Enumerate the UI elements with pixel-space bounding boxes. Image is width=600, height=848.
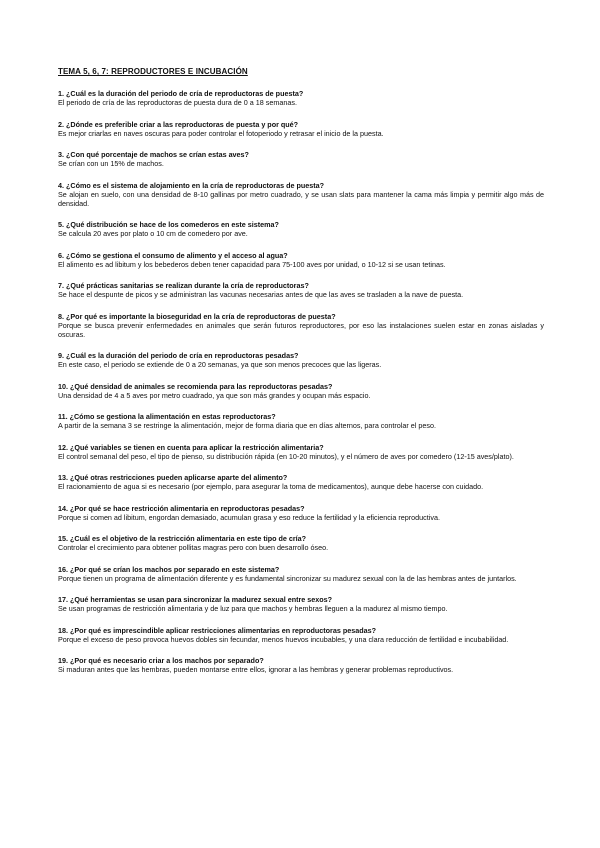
answer-text: El racionamiento de agua si es necesario (por ejemplo, para asegurar la toma de medicamentos), aunque debe hacerse con cuidado. (58, 482, 484, 491)
qa-item (58, 181, 544, 208)
answer-text: Se hace el despunte de picos y se administran las vacunas necesarias antes de que las aves se trasladen a la nave de puesta. (58, 290, 464, 299)
qa-item (58, 626, 544, 644)
qa-item (58, 473, 544, 491)
answer-text: Porque se busca prevenir enfermedades en animales que serán futuros reproductores, por eso las instalaciones suelen estar en zonas aisladas y oscuras. (58, 320, 544, 339)
qa-item (58, 281, 544, 299)
question-text: 13. ¿Qué otras restricciones pueden aplicarse aparte del alimento? (58, 473, 288, 482)
qa-list (58, 89, 544, 674)
question-text: 3. ¿Con qué porcentaje de machos se crían estas aves? (58, 150, 249, 159)
document-body (58, 67, 544, 687)
answer-text: Se usan programas de restricción alimentaria y de luz para que machos y hembras lleguen a la madurez al mismo tiempo. (58, 604, 448, 613)
qa-item (58, 220, 544, 238)
qa-item (58, 120, 544, 138)
question-text: 5. ¿Qué distribución se hace de los comederos en este sistema? (58, 220, 279, 229)
qa-item (58, 150, 544, 168)
qa-item (58, 312, 544, 339)
qa-item (58, 351, 544, 369)
question-text: 1. ¿Cuál es la duración del periodo de cría de reproductoras de puesta? (58, 89, 304, 98)
question-text: 10. ¿Qué densidad de animales se recomienda para las reproductoras pesadas? (58, 381, 333, 391)
answer-text: Porque si comen ad libitum, engordan demasiado, acumulan grasa y eso reduce la fertilidad y la eficiencia reproductiva. (58, 512, 440, 522)
question-text: 2. ¿Dónde es preferible criar a las reproductoras de puesta y por qué? (58, 119, 299, 129)
question-text: 6. ¿Cómo se gestiona el consumo de alimento y el acceso al agua? (58, 250, 288, 260)
question-text: 17. ¿Qué herramientas se usan para sincronizar la madurez sexual entre sexos? (58, 595, 333, 604)
qa-item (58, 565, 544, 583)
answer-text: Una densidad de 4 a 5 aves por metro cuadrado, ya que son más grandes y ocupan más espacio. (58, 390, 371, 400)
qa-item (58, 534, 544, 552)
question-text: 19. ¿Por qué es necesario criar a los machos por separado? (58, 656, 264, 665)
question-text: 11. ¿Cómo se gestiona la alimentación en estas reproductoras? (58, 412, 276, 421)
answer-text: Se crían con un 15% de machos. (58, 159, 164, 168)
question-text: 4. ¿Cómo es el sistema de alojamiento en la cría de reproductoras de puesta? (58, 180, 325, 190)
question-text: 12. ¿Qué variables se tienen en cuenta para aplicar la restricción alimentaria? (58, 442, 324, 452)
answer-text: Controlar el crecimiento para obtener pollitas magras pero con buen desarrollo óseo. (58, 543, 329, 552)
answer-text: Es mejor criarlas en naves oscuras para poder controlar el fotoperiodo y retrasar el inicio de la puesta. (58, 128, 384, 138)
answer-text: A partir de la semana 3 se restringe la alimentación, mejor de forma diaria que en días alternos, para controlar el peso. (58, 421, 436, 430)
question-text: 9. ¿Cuál es la duración del periodo de cría en reproductoras pesadas? (58, 351, 299, 360)
qa-item (58, 251, 544, 269)
answer-text: El alimento es ad libitum y los bebederos deben tener capacidad para 75-100 aves por unidad, o 10-12 si se usan tetinas. (58, 259, 446, 269)
question-text: 16. ¿Por qué se crían los machos por separado en este sistema? (58, 564, 280, 574)
document-title: TEMA 5, 6, 7: REPRODUCTORES E INCUBACIÓN (58, 67, 248, 76)
answer-text: Porque tienen un programa de alimentación diferente y es fundamental sincronizar su madurez sexual con la de las hembras antes de juntarlos. (58, 573, 517, 583)
question-text: 18. ¿Por qué es imprescindible aplicar restricciones alimentarias en reproductoras pesadas? (58, 625, 376, 635)
question-text: 8. ¿Por qué es importante la bioseguridad en la cría de reproductoras de puesta? (58, 311, 336, 321)
qa-item (58, 595, 544, 613)
question-text: 14. ¿Por qué se hace restricción alimentaria en reproductoras pesadas? (58, 503, 305, 513)
qa-item (58, 443, 544, 461)
qa-item (58, 382, 544, 400)
answer-text: El control semanal del peso, el tipo de pienso, su distribución rápida (en 10-20 minutos), y el número de aves por comedero (12-15 aves/plato). (58, 451, 514, 461)
question-text: 7. ¿Qué prácticas sanitarias se realizan durante la cría de reproductoras? (58, 281, 309, 290)
question-text: 15. ¿Cuál es el objetivo de la restricción alimentaria en este tipo de cría? (58, 534, 307, 543)
answer-text: El periodo de cría de las reproductoras de puesta dura de 0 a 18 semanas. (58, 98, 297, 107)
answer-text: Porque el exceso de peso provoca huevos dobles sin fecundar, menos huevos incubables, y una clara reducción de fertilidad e incubabilidad. (58, 634, 509, 644)
qa-item (58, 504, 544, 522)
answer-text: Se alojan en suelo, con una densidad de 8-10 gallinas por metro cuadrado, y se usan slats para mantener la cama más limpia y permitir algo más de densidad. (58, 189, 544, 208)
answer-text: Si maduran antes que las hembras, pueden montarse entre ellos, ignorar a las hembras y generar problemas reproductivos. (58, 665, 454, 674)
qa-item (58, 656, 544, 674)
answer-text: En este caso, el periodo se extiende de 0 a 20 semanas, ya que son menos precoces que las ligeras. (58, 360, 382, 369)
qa-item (58, 412, 544, 430)
qa-item (58, 89, 544, 107)
answer-text: Se calcula 20 aves por plato o 10 cm de comedero por ave. (58, 229, 248, 238)
